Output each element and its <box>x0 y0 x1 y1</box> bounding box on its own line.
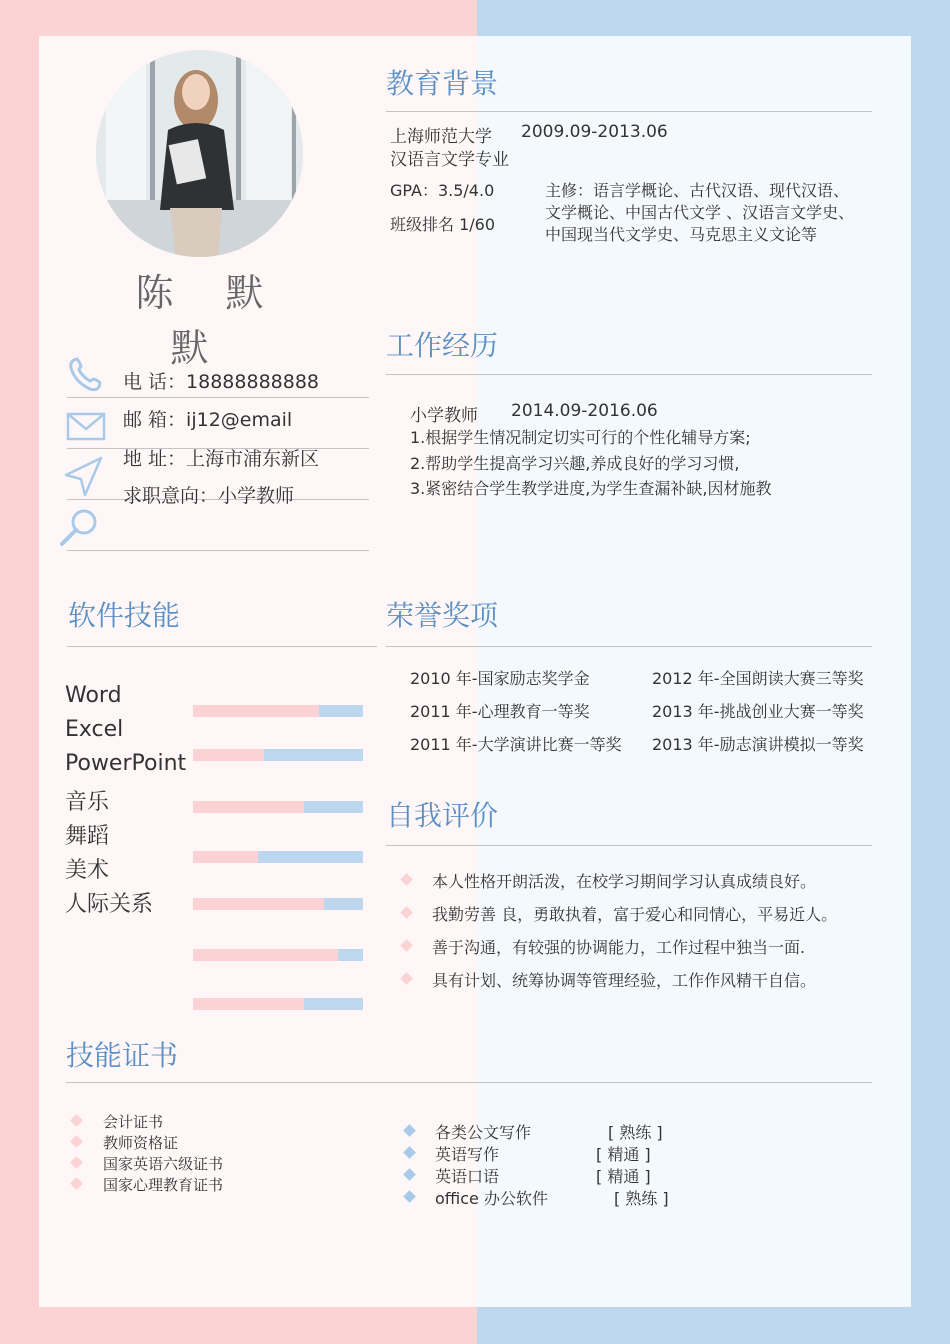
cert-skill-level: [ 熟练 ] <box>608 1123 663 1142</box>
education-title: 教育背景 <box>386 67 499 100</box>
honor-item: 2013 年-励志演讲模拟一等奖 <box>652 735 864 754</box>
self-eval-item: 我勤劳善 良，勇敢执着，富于爱心和同情心，平易近人。 <box>432 905 838 924</box>
contact-address-row <box>123 444 319 471</box>
divider <box>67 397 369 398</box>
skills-title: 软件技能 <box>68 599 181 632</box>
skill-bar-fill <box>193 998 304 1010</box>
work-position: 小学教师 <box>410 406 478 426</box>
honor-item: 2013 年-挑战创业大赛一等奖 <box>652 702 864 721</box>
divider <box>386 646 872 647</box>
self-eval-item: 善于沟通，有较强的协调能力，工作过程中独当一面. <box>432 938 806 957</box>
self-eval-item: 本人性格开朗活泼，在校学习期间学习认真成绩良好。 <box>432 872 817 891</box>
cert-skill-name: 英语口语 <box>435 1167 500 1186</box>
cert-skill-name: 各类公文写作 <box>435 1123 532 1142</box>
honor-item: 2011 年-大学演讲比赛一等奖 <box>410 735 622 754</box>
mail-icon <box>66 411 108 443</box>
phone-value: 18888888888 <box>186 371 320 393</box>
avatar-photo <box>96 50 303 257</box>
phone-icon <box>66 354 106 394</box>
person-name: 陈 默 默 <box>135 271 284 370</box>
education-rank: 班级排名 1/60 <box>390 215 496 234</box>
cert-skill-name: 英语写作 <box>435 1145 500 1164</box>
honors-title: 荣誉奖项 <box>386 599 499 632</box>
skill-label: 音乐 <box>65 790 110 815</box>
skill-bar <box>193 898 363 910</box>
skill-label: 人际关系 <box>65 892 154 917</box>
cert-item: 国家英语六级证书 <box>103 1155 224 1173</box>
cert-item: 会计证书 <box>103 1113 164 1131</box>
cert-item: 教师资格证 <box>103 1134 179 1152</box>
skill-bar <box>193 998 363 1010</box>
education-period: 2009.09-2013.06 <box>521 122 668 142</box>
phone-label: 电 话： <box>123 371 187 393</box>
work-duty: 1.根据学生情况制定切实可行的个性化辅导方案; <box>410 428 751 447</box>
cert-skill-name: office 办公软件 <box>435 1189 548 1208</box>
intent-label: 求职意向： <box>123 485 219 507</box>
work-duty: 3.紧密结合学生教学进度,为学生查漏补缺,因材施教 <box>410 479 772 498</box>
skill-bar <box>193 705 363 717</box>
education-course-line: 文学概论、中国古代文学 、汉语言文学史、 <box>545 203 855 222</box>
intent-value: 小学教师 <box>218 485 295 507</box>
certs-title: 技能证书 <box>66 1039 179 1072</box>
contact-intent-row <box>123 481 294 508</box>
cert-skill-level: [ 精通 ] <box>596 1145 651 1164</box>
email-value: ij12@email <box>186 409 293 431</box>
location-arrow-icon <box>63 455 105 499</box>
cert-item: 国家心理教育证书 <box>103 1176 224 1194</box>
skill-bar-fill <box>193 898 324 910</box>
work-title: 工作经历 <box>386 329 499 362</box>
honor-item: 2011 年-心理教育一等奖 <box>410 702 590 721</box>
skill-label: PowerPoint <box>65 751 187 776</box>
skill-bar-fill <box>193 949 338 961</box>
search-icon <box>57 505 101 549</box>
address-value: 上海市浦东新区 <box>186 448 320 470</box>
self-eval-item: 具有计划、统筹协调等管理经验，工作作风精干自信。 <box>432 971 817 990</box>
work-period: 2014.09-2016.06 <box>511 401 658 421</box>
skill-label: Excel <box>65 717 124 742</box>
education-course-line: 主修：语言学概论、古代汉语、现代汉语、 <box>545 181 850 200</box>
education-major: 汉语言文学专业 <box>390 150 509 170</box>
divider <box>66 1082 872 1083</box>
skill-bar-fill <box>193 705 319 717</box>
contact-phone-row <box>123 367 319 394</box>
divider <box>386 111 872 112</box>
skill-label: 美术 <box>65 858 110 883</box>
education-gpa: GPA：3.5/4.0 <box>390 181 495 200</box>
skill-bar <box>193 949 363 961</box>
skill-label: 舞蹈 <box>65 824 110 849</box>
skill-bar-fill <box>193 801 304 813</box>
skill-bar <box>193 851 363 863</box>
divider <box>67 550 369 551</box>
education-school: 上海师范大学 <box>390 127 492 147</box>
self-eval-title: 自我评价 <box>386 799 499 832</box>
avatar <box>96 50 303 257</box>
divider <box>67 646 377 647</box>
honor-item: 2012 年-全国朗读大赛三等奖 <box>652 669 864 688</box>
cert-skill-level: [ 精通 ] <box>596 1167 651 1186</box>
skill-label: Word <box>65 683 122 708</box>
skill-bar-fill <box>193 749 264 761</box>
skill-bar <box>193 749 363 761</box>
email-label: 邮 箱： <box>123 409 187 431</box>
work-duty: 2.帮助学生提高学习兴趣,养成良好的学习习惯, <box>410 454 740 473</box>
skill-bar-fill <box>193 851 258 863</box>
cert-skill-level: [ 熟练 ] <box>614 1189 669 1208</box>
divider <box>386 374 872 375</box>
contact-email-row <box>123 405 292 432</box>
honor-item: 2010 年-国家励志奖学金 <box>410 669 590 688</box>
education-course-line: 中国现当代文学史、马克思主义文论等 <box>545 225 818 244</box>
skill-bar <box>193 801 363 813</box>
address-label: 地 址： <box>123 448 187 470</box>
divider <box>386 845 872 846</box>
